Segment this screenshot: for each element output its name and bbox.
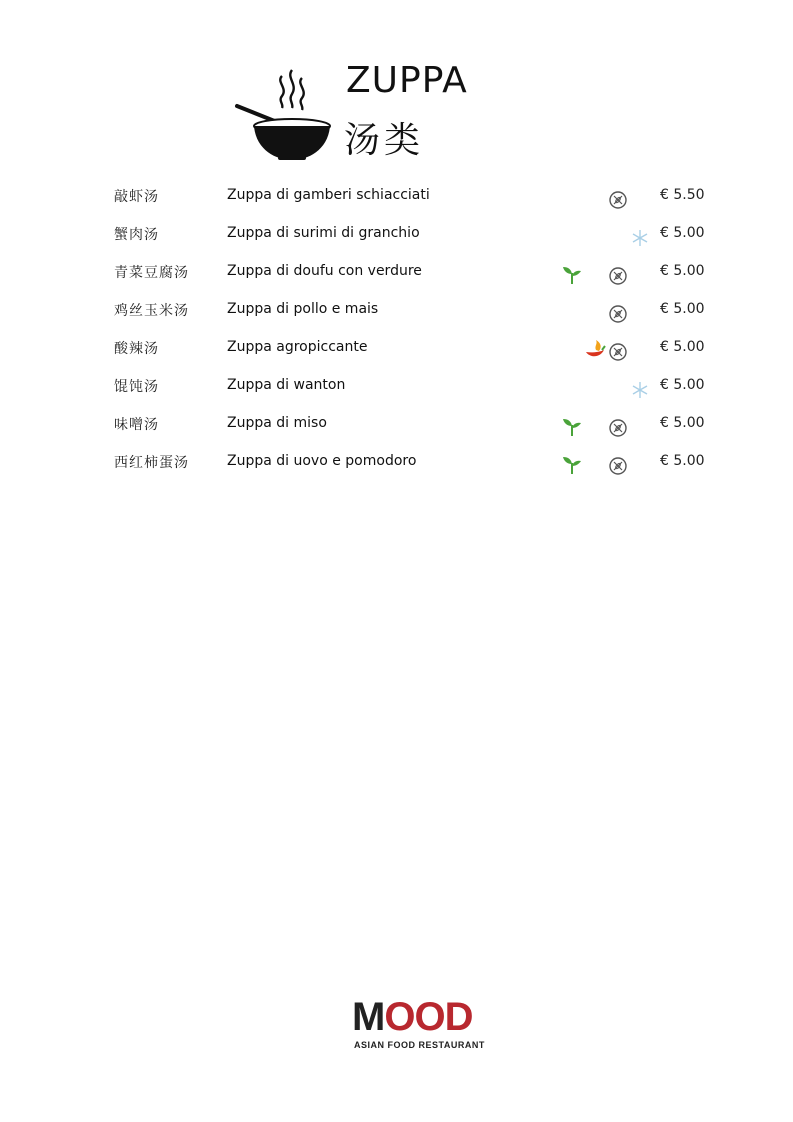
list-item [0, 292, 793, 330]
dish-price: € 5.00 [660, 415, 705, 431]
dish-price: € 5.00 [660, 377, 705, 393]
no-gluten-icon [608, 266, 628, 286]
sprout-icon [561, 453, 583, 475]
dish-name-italian: Zuppa di pollo e mais [227, 301, 379, 317]
no-gluten-icon [608, 418, 628, 438]
logo-wordmark: MOOD [352, 995, 473, 1039]
dish-name-chinese: 敲虾汤 [114, 189, 159, 205]
dish-price: € 5.00 [660, 339, 705, 355]
list-item [0, 254, 793, 292]
no-gluten-icon [608, 342, 628, 362]
dish-name-italian: Zuppa agropiccante [227, 339, 368, 355]
list-item [0, 178, 793, 216]
soup-bowl-icon [234, 68, 334, 160]
sprout-icon [561, 415, 583, 437]
dish-name-chinese: 馄饨汤 [114, 379, 159, 395]
logo-subtitle: ASIAN FOOD RESTAURANT [354, 1040, 485, 1050]
sprout-icon [561, 263, 583, 285]
no-gluten-icon [608, 190, 628, 210]
section-title-chinese: 汤类 [344, 120, 425, 161]
dish-name-chinese: 青菜豆腐汤 [114, 265, 189, 281]
chili-icon [584, 338, 606, 360]
no-gluten-icon [608, 456, 628, 476]
dish-name-italian: Zuppa di surimi di granchio [227, 225, 420, 241]
dish-name-italian: Zuppa di doufu con verdure [227, 263, 422, 279]
dish-name-italian: Zuppa di miso [227, 415, 327, 431]
list-item [0, 216, 793, 254]
dish-name-italian: Zuppa di wanton [227, 377, 346, 393]
dish-name-italian: Zuppa di gamberi schiacciati [227, 187, 430, 203]
list-item [0, 444, 793, 482]
dish-name-chinese: 西红柿蛋汤 [114, 455, 189, 471]
section-title-italian: ZUPPA [346, 60, 468, 101]
dish-name-chinese: 味噌汤 [114, 417, 159, 433]
section-header [234, 60, 494, 170]
dish-price: € 5.00 [660, 263, 705, 279]
no-gluten-icon [608, 304, 628, 324]
dish-name-chinese: 酸辣汤 [114, 341, 159, 357]
dish-name-chinese: 鸡丝玉米汤 [114, 303, 189, 319]
dish-price: € 5.00 [660, 301, 705, 317]
dish-name-italian: Zuppa di uovo e pomodoro [227, 453, 417, 469]
dish-name-chinese: 蟹肉汤 [114, 227, 159, 243]
dish-price: € 5.00 [660, 225, 705, 241]
list-item [0, 368, 793, 406]
dish-price: € 5.00 [660, 453, 705, 469]
list-item [0, 406, 793, 444]
restaurant-logo [352, 995, 502, 1055]
list-item [0, 330, 793, 368]
snowflake-icon [631, 381, 649, 399]
snowflake-icon [631, 229, 649, 247]
dish-price: € 5.50 [660, 187, 705, 203]
